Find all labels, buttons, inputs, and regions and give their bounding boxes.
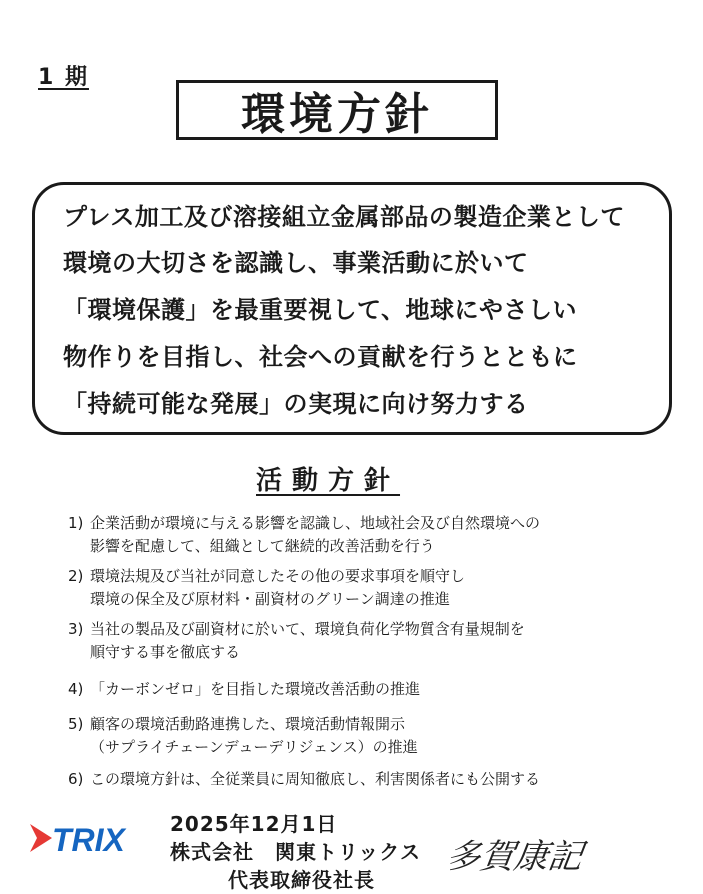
list-item: [68, 565, 465, 609]
period-label: 1 期: [38, 65, 89, 90]
list-item: [68, 618, 525, 662]
item-text: 「カーボンゼロ」を目指した環境改善活動の推進: [90, 680, 421, 698]
logo-arrow-icon: [30, 824, 52, 852]
policy-line: 「環境保護」を最重要視して、地球にやさしい: [63, 296, 578, 324]
list-item: [68, 512, 540, 556]
title-box: [176, 80, 498, 140]
policy-line: 物作りを目指し、社会への貢献を行うとともに: [63, 343, 578, 371]
item-number: 4): [68, 680, 84, 698]
item-number: 5): [68, 715, 84, 733]
item-number: 1): [68, 514, 84, 532]
item-text-continued: 環境の保全及び原材料・副資材のグリーン調達の推進: [90, 590, 450, 608]
item-number: 2): [68, 567, 84, 585]
item-number: 3): [68, 620, 84, 638]
list-item: [68, 768, 540, 789]
policy-line: プレス加工及び溶接組立金属部品の製造企業として: [63, 203, 625, 231]
policy-statement-box: [32, 182, 672, 435]
trix-logo: [30, 816, 155, 864]
policy-line: 環境の大切さを認識し、事業活動に於いて: [63, 249, 529, 277]
policy-line: 「持続可能な発展」の実現に向け努力する: [63, 390, 529, 418]
item-text-continued: 順守する事を徹底する: [90, 643, 241, 661]
item-text: 企業活動が環境に与える影響を認識し、地域社会及び自然環境への: [90, 514, 541, 532]
item-text: この環境方針は、全従業員に周知徹底し、利害関係者にも公開する: [90, 770, 541, 788]
handwritten-signature: [450, 830, 630, 884]
logo-text: TRIX: [52, 822, 125, 858]
item-text: 環境法規及び当社が同意したその他の要求事項を順守し: [90, 567, 466, 585]
list-item: [68, 713, 418, 757]
list-item: [68, 678, 420, 699]
item-text: 当社の製品及び副資材に於いて、環境負荷化学物質含有量規制を: [90, 620, 525, 638]
item-text: 顧客の環境活動路連携した、環境活動情報開示: [90, 715, 406, 733]
issue-date: 2025年12月1日: [170, 812, 338, 836]
page-title: 環境方針: [241, 89, 433, 140]
item-text-continued: （サプライチェーンデューデリジェンス）の推進: [90, 738, 418, 756]
activity-heading: 活動方針: [256, 466, 401, 496]
item-text-continued: 影響を配慮して、組織として継続的改善活動を行う: [90, 537, 435, 555]
representative-title: 代表取締役社長: [228, 868, 375, 892]
signature-text: 多賀康記: [450, 837, 585, 877]
item-number: 6): [68, 770, 84, 788]
company-name: 株式会社 関東トリックス: [170, 840, 421, 864]
